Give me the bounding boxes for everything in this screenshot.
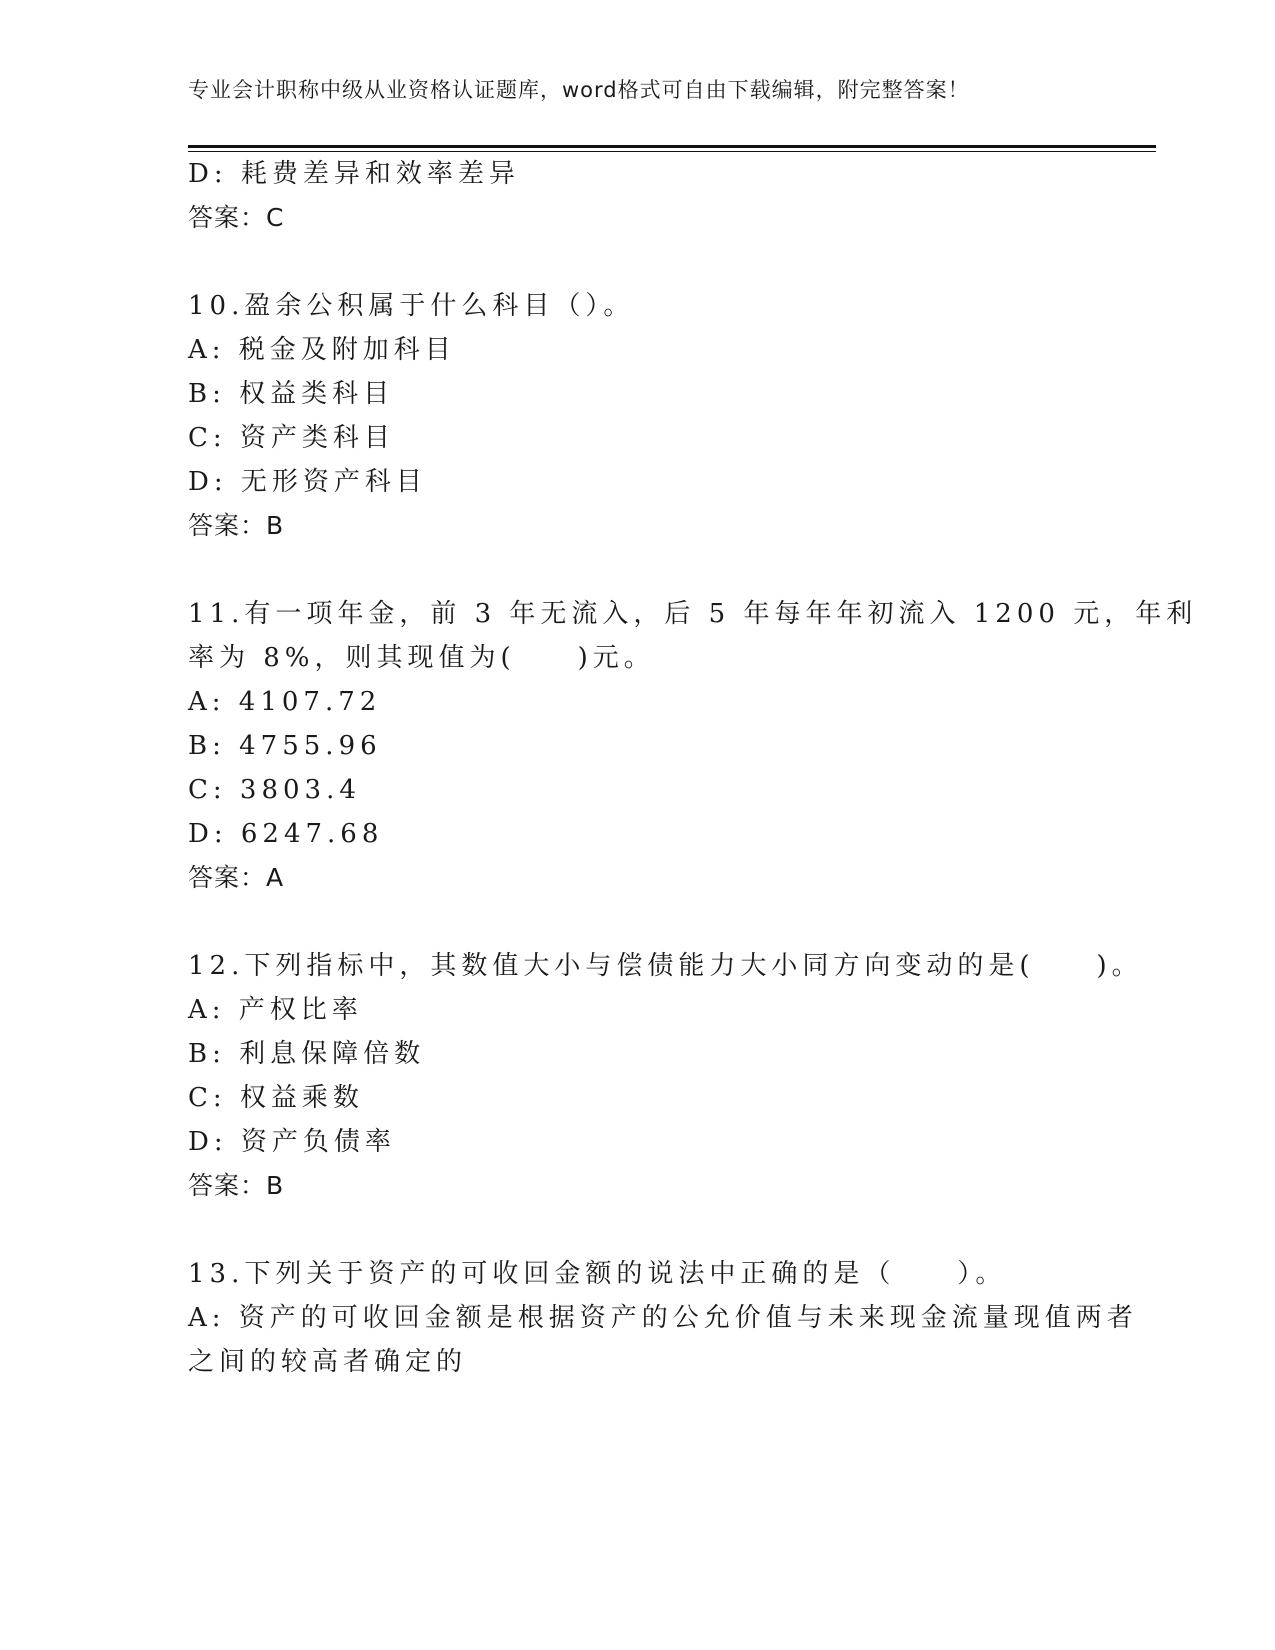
answer: 答案：A [188,863,285,892]
option-a-continued: 之间的较高者确定的 [188,1347,468,1377]
option-a: A: 税金及附加科目 [188,335,456,365]
option-a: A: 资产的可收回金额是根据资产的公允价值与未来现金流量现值两者 [188,1303,1138,1333]
option-b: B: 权益类科目 [188,379,395,409]
page-header: 专业会计职称中级从业资格认证题库，word格式可自由下载编辑，附完整答案！ [188,78,970,102]
question-stem: 13.下列关于资产的可收回金额的说法中正确的是（ ）。 [188,1259,1007,1289]
question-stem: 11.有一项年金，前 3 年无流入，后 5 年每年年初流入 1200 元，年利 [188,599,1198,629]
question-stem: 10.盈余公积属于什么科目（）。 [188,291,635,321]
option-d: D: 无形资产科目 [188,467,427,497]
question-stem-continued: 率为 8%，则其现值为( )元。 [188,643,655,673]
option-c: C: 资产类科目 [188,423,395,453]
option-d: D: 耗费差异和效率差异 [188,159,520,189]
question-stem: 12.下列指标中，其数值大小与偿债能力大小同方向变动的是( )。 [188,951,1143,981]
header-rule-thick [188,145,1156,148]
answer: 答案：B [188,1171,285,1200]
answer: 答案：B [188,511,285,540]
answer: 答案：C [188,203,285,232]
option-d: D: 6247.68 [188,819,384,849]
option-a: A: 产权比率 [188,995,363,1025]
option-b: B: 利息保障倍数 [188,1039,426,1069]
option-c: C: 权益乘数 [188,1083,364,1113]
option-d: D: 资产负债率 [188,1127,396,1157]
option-c: C: 3803.4 [188,775,361,805]
option-b: B: 4755.96 [188,731,382,761]
option-a: A: 4107.72 [188,687,382,717]
header-rule-thin [188,151,1156,152]
